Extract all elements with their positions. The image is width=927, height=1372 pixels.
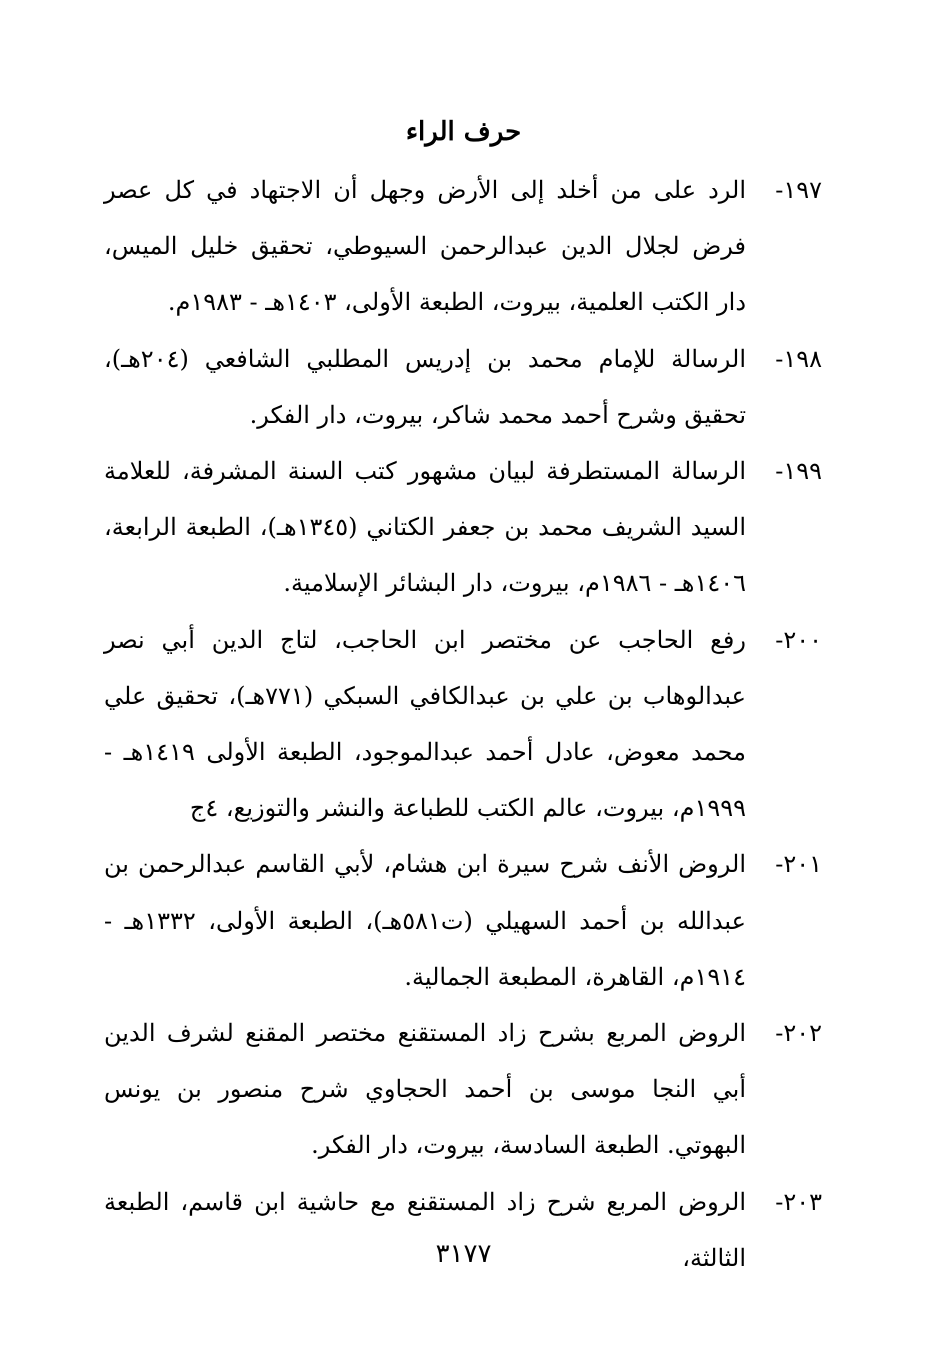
- entry-number: ٢٠١-: [775, 850, 822, 879]
- bibliography-entry: [104, 162, 822, 331]
- bibliography-list: [104, 162, 822, 1286]
- entry-text: الرسالة للإمام محمد بن إدريس المطلبي الشافعي (٢٠٤هـ)، تحقيق وشرح أحمد محمد شاكر، بيروت، دار الفكر.: [104, 344, 746, 429]
- entry-number: ٢٠٠-: [775, 625, 822, 654]
- section-heading: حرف الراء: [405, 117, 522, 147]
- entry-text: الروض المربع شرح زاد المستقنع مع حاشية ابن قاسم، الطبعة الثالثة،: [104, 1187, 746, 1272]
- entry-text: الرسالة المستطرفة لبيان مشهور كتب السنة المشرفة، للعلامة السيد الشريف محمد بن جعفر الكتاني (١٣٤٥هـ)، الطبعة الرابعة، ١٤٠٦هـ - ١٩٨٦م، بيروت، دار البشائر الإسلامية.: [104, 457, 747, 598]
- bibliography-entry: [104, 612, 822, 837]
- entry-number: ١٩٨-: [775, 344, 822, 373]
- bibliography-entry: [104, 836, 822, 1005]
- entry-number: ١٩٩-: [775, 457, 822, 486]
- page-number: ٣١٧٧: [435, 1239, 492, 1269]
- entry-text: الروض المربع بشرح زاد المستقنع مختصر المقنع لشرف الدين أبي النجا موسى بن أحمد الحجاوي شرح منصور بن يونس البهوتي. الطبعة السادسة، بيروت، دار الفكر.: [104, 1019, 746, 1160]
- bibliography-entry: [104, 443, 822, 612]
- bibliography-entry: [104, 331, 822, 443]
- entry-number: ٢٠٢-: [775, 1019, 822, 1048]
- entry-number: ٢٠٣-: [775, 1187, 822, 1216]
- entry-text: رفع الحاجب عن مختصر ابن الحاجب، لتاج الدين أبي نصر عبدالوهاب بن علي بن عبدالكافي السبكي (٧٧١هـ)، تحقيق علي محمد معوض، عادل أحمد عبدالموجود، الطبعة الأولى ١٤١٩هـ - ١٩٩٩م، بيروت، عالم الكتب للطباعة والنشر والتوزيع، ٤ج: [104, 625, 746, 823]
- bibliography-entry: [104, 1005, 822, 1174]
- entry-number: ١٩٧-: [775, 176, 822, 204]
- entry-text: الرد على من أخلد إلى الأرض وجهل أن الاجتهاد في كل عصر فرض لجلال الدين عبدالرحمن السيوطي، تحقيق خليل الميس، دار الكتب العلمية، بيروت، الطبعة الأولى، ١٤٠٣هـ - ١٩٨٣م.: [104, 176, 746, 317]
- entry-text: الروض الأنف شرح سيرة ابن هشام، لأبي القاسم عبدالرحمن بن عبدالله بن أحمد السهيلي (ت٥٨١هـ)، الطبعة الأولى، ١٣٣٢هـ - ١٩١٤م، القاهرة، المطبعة الجمالية.: [104, 850, 746, 991]
